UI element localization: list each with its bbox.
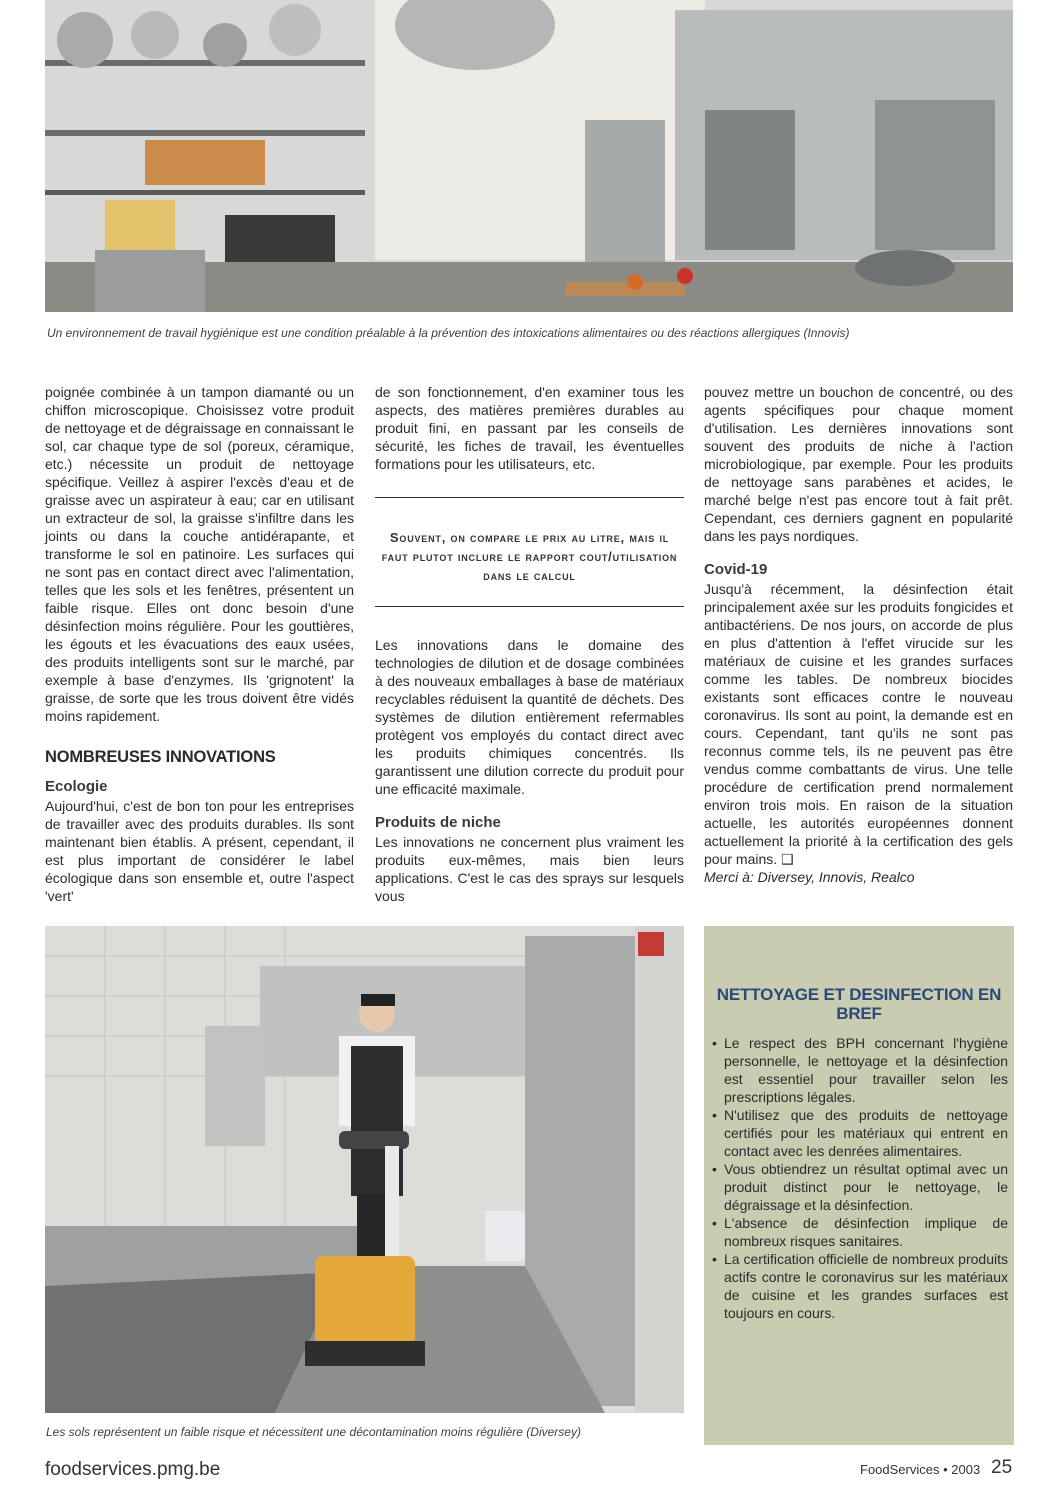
box-title: NETTOYAGE ET DESINFECTION EN BREF: [716, 985, 1002, 1023]
column-2: [375, 383, 684, 473]
list-item: • L'absence de désinfection implique de nombreux risques sanitaires.: [712, 1215, 1008, 1249]
box-list: [712, 1034, 1008, 1322]
bullet-icon: •: [712, 1107, 717, 1123]
column-2-continued: [375, 636, 684, 798]
thanks-line: Merci à: Diversey, Innovis, Realco: [704, 869, 915, 885]
bullet-icon: •: [712, 1251, 717, 1267]
quote-bottom-rule: [375, 606, 684, 607]
column-1-continued: [45, 797, 354, 905]
list-item: • Vous obtiendrez un résultat optimal avec un produit distinct pour le nettoyage, le dégraissage et la désinfection.: [712, 1161, 1008, 1213]
paragraph: pouvez mettre un bouchon de concentré, ou des agents spécifiques pour chaque moment d'utilisation. Les dernières innovations sont souvent des produits de niche à l'action microbiologique, par exemple. Pour les produits de nettoyage sans parabènes et acides, le marché belge n'est pas encore tout à fait prêt. Cependant, ces derniers gagnent en popularité dans les pays nordiques.: [704, 384, 1013, 544]
column-3-continued: [704, 580, 1013, 868]
paragraph: [704, 580, 1013, 868]
paragraph: poignée combinée à un tampon diamanté ou un chiffon microscopique. Choisissez votre produit de nettoyage et de dégraissage en connaissant le sol, car chaque type de sol (poreux, céramique, etc.) nécessite un produit de nettoyage spécifique. Veillez à aspirer l'excès d'eau et de graisse avec un aspirateur à eau; car en utilisant un extracteur de sol, la graisse s'infiltre dans les joints ou dans la couche antidérapante, et transforme le sol en patinoire. Les surfaces qui ne sont pas en contact direct avec l'alimentation, telles que les sols et les fenêtres, présentent un faible risque. Elles ont donc besoin d'une désinfection moins régulière. Pour les gouttières, les égouts et les évacuations des eaux usées, des produits intelligents sont sur le marché, par exemple à base d'enzymes. Ils 'grignotent' la graisse, de sorte que les trous doivent être vidés moins rapidement.: [45, 384, 355, 724]
bullet-icon: •: [712, 1161, 717, 1177]
pull-quote: Souvent, on compare le prix au litre, mais il faut plutot inclure le rapport cout/utilisation dans le calcul: [381, 530, 678, 583]
subheading-ecologie: Ecologie: [45, 778, 108, 795]
column-2-end: [375, 833, 684, 905]
column-1: [45, 383, 354, 725]
kitchen-photo: [45, 0, 1013, 312]
paragraph: de son fonctionnement, d'en examiner tous les aspects, des matières premières durables au produit fini, en passant par les conseils de sécurité, les fiches de travail, les éventuelles formations pour les utilisateurs, etc.: [375, 384, 684, 472]
paragraph: Les innovations ne concernent plus vraiment les produits eux-mêmes, mais bien leurs applications. C'est le cas des sprays sur lesquels vous: [375, 834, 684, 904]
paragraph-text: Jusqu'à récemment, la désinfection était principalement axée sur les produits fongicides et antibactériens. De nos jours, on accorde de plus en plus d'attention à l'effet virucide sur les matériaux de cuisine et les grandes surfaces comme les tables. De nombreux biocides existants sont efficaces contre le nouveau coronavirus. Ils sont au point, la demande est en cours. Cependant, tant qu'ils ne sont pas reconnus comme tels, ils ne peuvent pas être vendus comme combattants de virus. Une telle procédure de certification prend normalement environ trois mois. En raison de la situation actuelle, les autorités européennes donnent actuellement la priorité à la certification des gels pour mains.: [704, 581, 1013, 867]
list-item: • N'utilisez que des produits de nettoyage certifiés pour les matériaux qui entrent en contact avec les denrées alimentaires.: [712, 1107, 1008, 1159]
bullet-icon: •: [712, 1215, 717, 1231]
footer-url[interactable]: foodservices.pmg.be: [45, 1459, 221, 1480]
footer-magazine: FoodServices • 2003: [860, 1462, 981, 1477]
floor-cleaning-photo: [45, 926, 684, 1413]
end-mark-icon: ❑: [781, 851, 794, 867]
list-item: • Le respect des BPH concernant l'hygiène personnelle, le nettoyage et la désinfection est essentiel pour travailler selon les prescriptions légales.: [712, 1035, 1008, 1105]
subheading-produits-de-niche: Produits de niche: [375, 814, 501, 831]
paragraph: Les innovations dans le domaine des technologies de dilution et de dosage combinées à des nouveaux emballages à base de matériaux recyclables réduisent la quantité de déchets. Des systèmes de dilution entièrement refermables protègent vos employés du contact direct avec les produits chimiques concentrés. Ils garantissent une dilution correcte du produit pour une efficacité maximale.: [375, 637, 684, 797]
page-number: 25: [991, 1457, 1013, 1478]
subheading-covid-19: Covid-19: [704, 561, 768, 578]
bullet-icon: •: [712, 1035, 717, 1051]
top-photo-caption: Un environnement de travail hygiénique est une condition préalable à la prévention des intoxications alimentaires ou des réactions allergiques (Innovis): [47, 326, 850, 340]
section-heading: NOMBREUSES INNOVATIONS: [45, 748, 276, 766]
quote-top-rule: [375, 497, 684, 498]
summary-box: [704, 926, 1014, 1445]
bottom-photo-caption: Les sols représentent un faible risque et nécessitent une décontamination moins régulière (Diversey): [46, 1425, 581, 1439]
column-3: [704, 383, 1013, 545]
list-item: • La certification officielle de nombreux produits actifs contre le coronavirus sur les matériaux de cuisine et les grandes surfaces est toujours en cours.: [712, 1251, 1008, 1321]
paragraph: Aujourd'hui, c'est de bon ton pour les entreprises de travailler avec des produits durables. Ils sont maintenant bien établis. A présent, cependant, il est plus important de considérer le label écologique dans son ensemble et, outre l'aspect 'vert': [45, 798, 354, 904]
